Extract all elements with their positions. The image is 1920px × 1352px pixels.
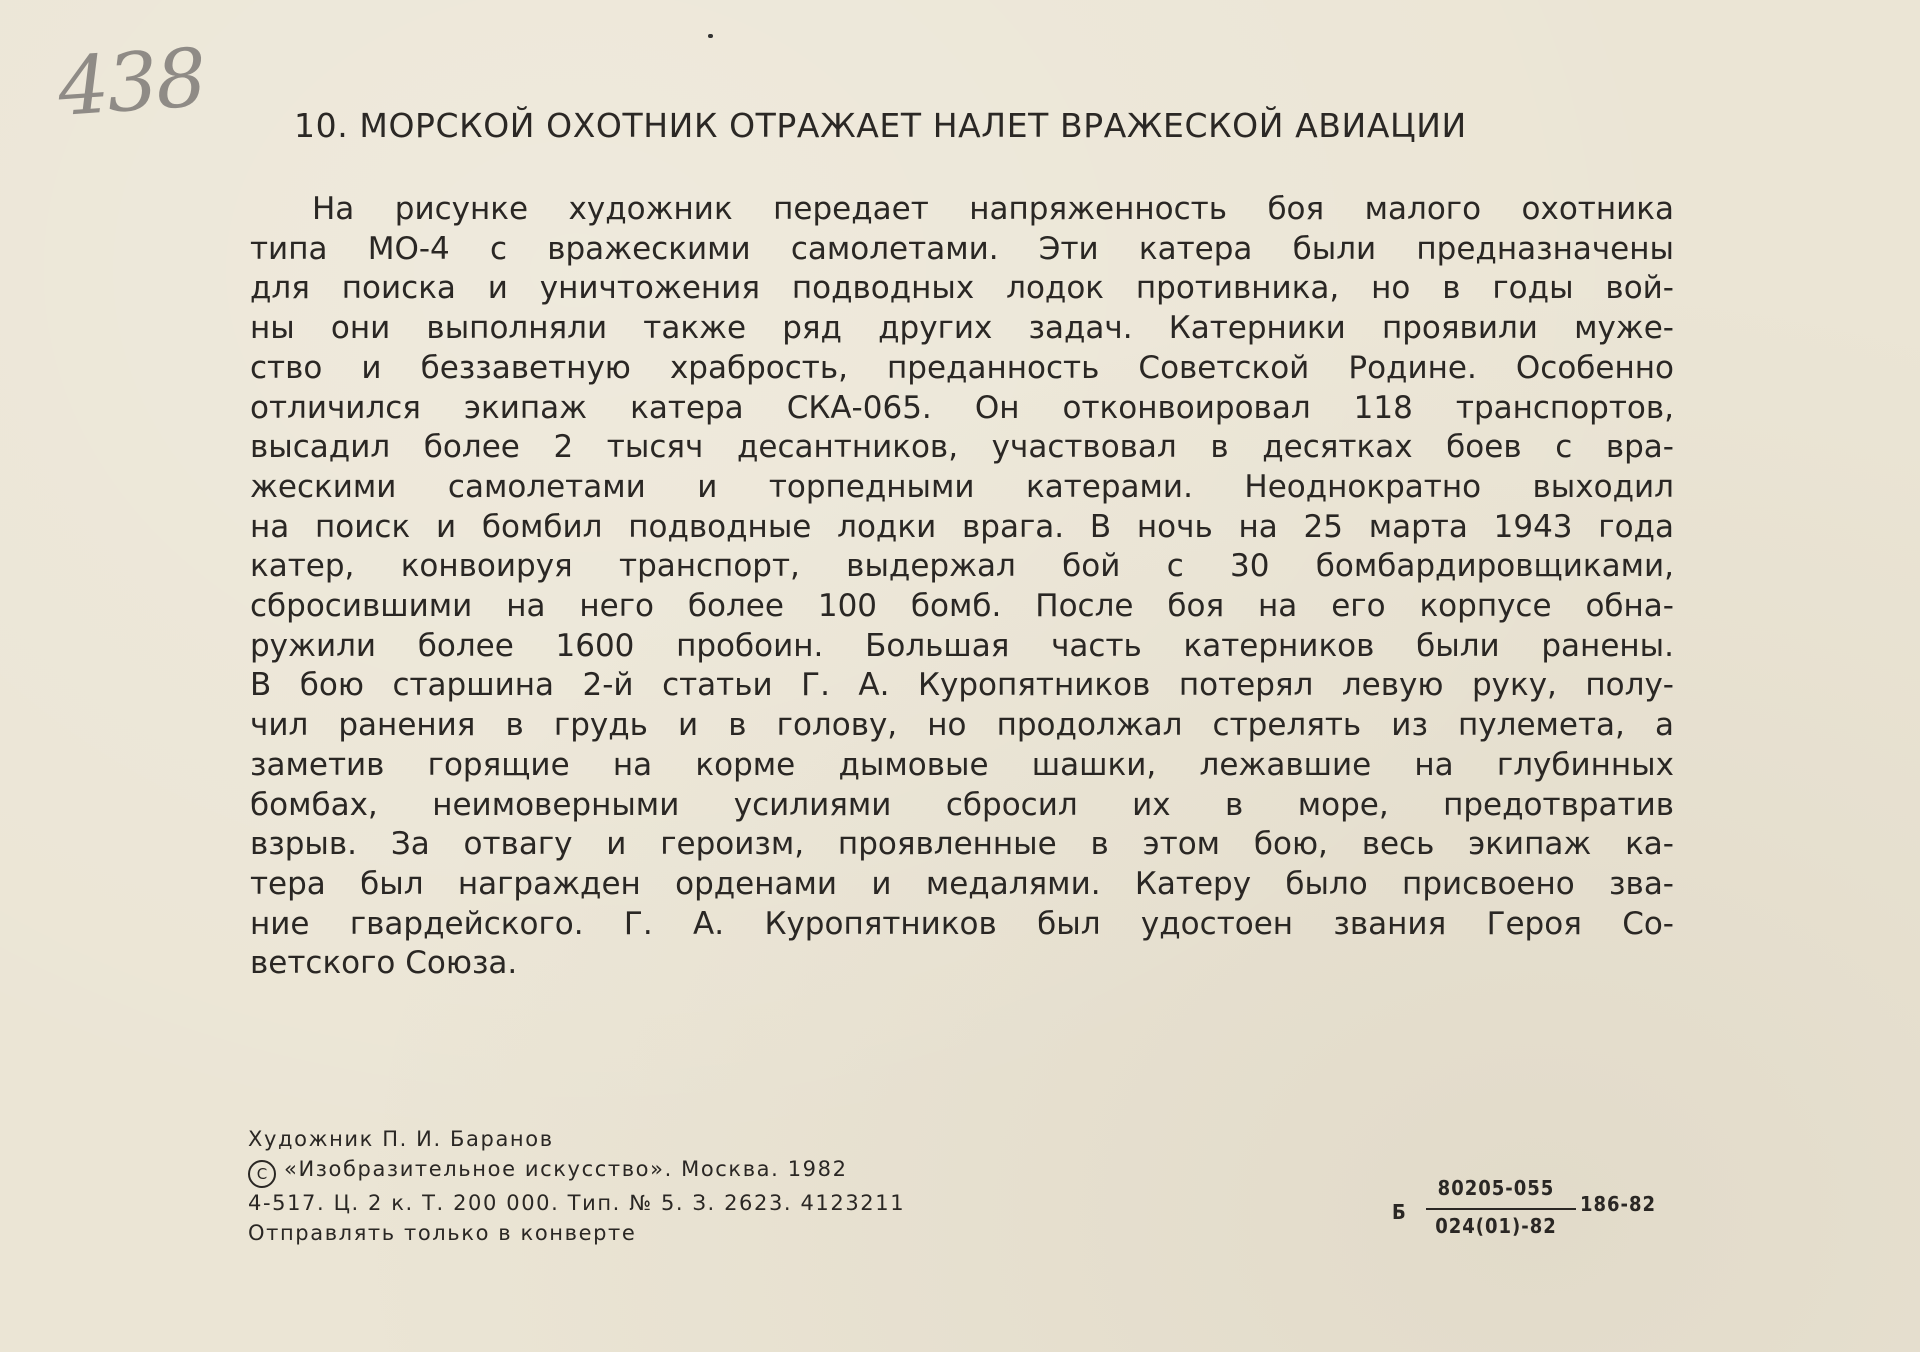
text-line: для поиска и уничтожения подводных лодок противника, но в годы вой-	[250, 270, 1674, 307]
text-line: ружили более 1600 пробоин. Большая часть катерников были ранены.	[250, 627, 1674, 664]
credits-block	[248, 1124, 1048, 1248]
publisher-row	[248, 1154, 1048, 1188]
mailing-note: Отправлять только в конверте	[248, 1221, 637, 1245]
catalog-index	[1392, 1176, 1692, 1246]
description-text	[250, 190, 1674, 984]
text-line: отличился экипаж катера СКА-065. Он отконвоировал 118 транспортов,	[250, 389, 1674, 426]
copyright-icon: C	[248, 1160, 276, 1188]
text-line: ветского Союза.	[250, 945, 518, 982]
index-denominator: 024(01)-82	[1435, 1214, 1557, 1238]
handwritten-number: 438	[54, 30, 208, 135]
ink-speck	[708, 34, 713, 38]
text-line: типа МО-4 с вражескими самолетами. Эти катера были предназначены	[250, 230, 1674, 267]
text-line: В бою старшина 2-й статьи Г. А. Куропятников потерял левую руку, полу-	[250, 667, 1674, 704]
text-line: тера был награжден орденами и медалями. Катеру было присвоено зва-	[250, 865, 1674, 902]
text-line: катер, конвоируя транспорт, выдержал бой с 30 бомбардировщиками,	[250, 548, 1674, 585]
text-line: На рисунке художник передает напряженность боя малого охотника	[312, 191, 1674, 227]
artist-credit: Художник П. И. Баранов	[248, 1127, 554, 1151]
text-line: бомбах, неимоверными усилиями сбросил их в море, предотвратив	[250, 786, 1674, 823]
text-line: высадил более 2 тысяч десантников, участвовал в десятках боев с вра-	[250, 429, 1674, 466]
text-line: взрыв. За отвагу и героизм, проявленные в этом бою, весь экипаж ка-	[250, 826, 1674, 863]
text-line: ние гвардейского. Г. А. Куропятников был удостоен звания Героя Со-	[250, 905, 1674, 942]
text-line: ство и беззаветную храбрость, преданность Советской Родине. Особенно	[250, 349, 1674, 386]
text-line: на поиск и бомбил подводные лодки врага. В ночь на 25 марта 1943 года	[250, 508, 1674, 545]
index-numerator: 80205-055	[1437, 1176, 1555, 1200]
index-suffix: 186-82	[1580, 1192, 1657, 1216]
page-title: 10. МОРСКОЙ ОХОТНИК ОТРАЖАЕТ НАЛЕТ ВРАЖЕСКОЙ АВИАЦИИ	[294, 106, 1467, 145]
print-info: 4-517. Ц. 2 к. Т. 200 000. Тип. № 5. З. 2623. 4123211	[248, 1191, 906, 1215]
text-line: сбросившими на него более 100 бомб. После боя на его корпусе обна-	[250, 588, 1674, 625]
text-line: заметив горящие на корме дымовые шашки, лежавшие на глубинных	[250, 746, 1674, 783]
publisher-credit: «Изобразительное искусство». Москва. 1982	[284, 1157, 848, 1181]
text-line: чил ранения в грудь и в голову, но продолжал стрелять из пулемета, а	[250, 707, 1674, 744]
index-letter: Б	[1392, 1200, 1407, 1224]
text-line: жескими самолетами и торпедными катерами. Неоднократно выходил	[250, 468, 1674, 505]
text-line: ны они выполняли также ряд других задач. Катерники проявили муже-	[250, 310, 1674, 347]
fraction-bar	[1426, 1208, 1576, 1210]
